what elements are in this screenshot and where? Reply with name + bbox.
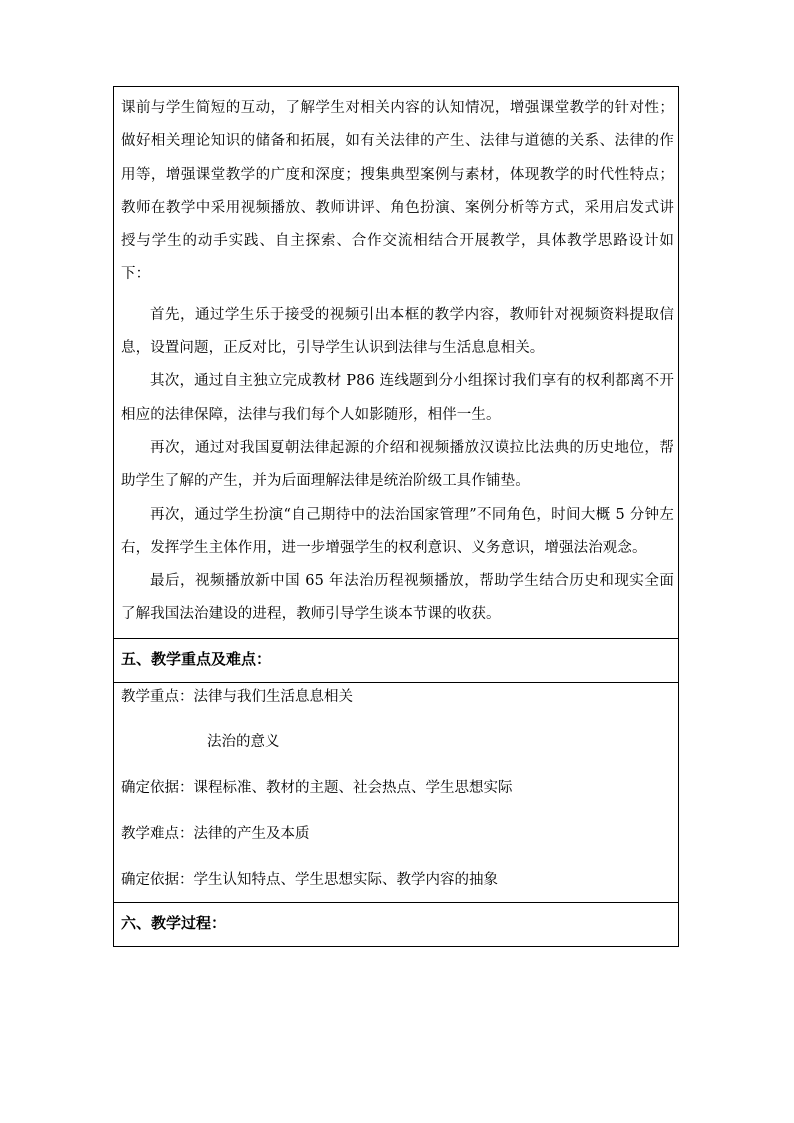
difficult-basis-row <box>121 869 674 892</box>
key-points-row <box>121 686 674 754</box>
key-points-line-2: 法治的意义 <box>207 733 280 750</box>
section-5-heading-cell <box>114 638 678 682</box>
difficult-point-line: 教学难点：法律的产生及本质 <box>121 825 310 842</box>
key-basis-line: 确定依据：课程标准、教材的主题、社会热点、学生思想实际 <box>121 779 513 796</box>
step-paragraph-fourth: 再次，通过学生扮演“自己期待中的法治国家管理”不同角色，时间大概 5 分钟左右，发挥学生主体作用，进一步增强学生的权利意识、义务意识，增强法治观念。 <box>121 506 674 556</box>
difficult-point-row <box>121 823 674 846</box>
step-paragraph-first: 首先，通过学生乐于接受的视频引出本框的教学内容，教师针对视频资料提取信息，设置问题，正反对比，引导学生认识到法律与生活息息相关。 <box>121 306 674 357</box>
step-paragraph-third: 再次，通过对我国夏朝法律起源的介绍和视频播放汉谟拉比法典的历史地位，帮助学生了解的产生，并为后面理解法律是统治阶级工具作铺垫。 <box>121 439 674 490</box>
section-5-heading: 五、教学重点及难点： <box>121 649 272 668</box>
key-points-cell <box>114 682 678 902</box>
teaching-approach-cell <box>114 87 678 638</box>
step-paragraph-last: 最后，视频播放新中国 65 年法治历程视频播放，帮助学生结合历史和现实全面了解我国法治建设的进程，教师引导学生谈本节课的收获。 <box>121 573 674 623</box>
key-points-line: 教学重点：法律与我们生活息息相关 <box>121 688 353 705</box>
lesson-plan-table <box>113 86 679 947</box>
section-6-heading-cell <box>114 902 678 946</box>
intro-paragraph: 课前与学生简短的互动，了解学生对相关内容的认知情况，增强课堂教学的针对性；做好相关理论知识的储备和拓展，如有关法律的产生、法律与道德的关系、法律的作用等，增强课堂教学的广度和深度；搜集典型案例与素材，体现教学的时代性特点；教师在教学中采用视频播放、教师讲评、角色扮演、案例分析等方式，采用启发式讲授与学生的动手实践、自主探索、合作交流相结合开展教学，具体教学思路设计如下： <box>121 100 674 283</box>
key-basis-row <box>121 777 674 800</box>
difficult-basis-line: 确定依据：学生认知特点、学生思想实际、教学内容的抽象 <box>121 871 498 888</box>
section-6-heading: 六、教学过程： <box>121 913 227 932</box>
step-paragraph-second: 其次，通过自主独立完成教材 P86 连线题到分小组探讨我们享有的权利都离不开相应的法律保障，法律与我们每个人如影随形，相伴一生。 <box>121 373 674 423</box>
